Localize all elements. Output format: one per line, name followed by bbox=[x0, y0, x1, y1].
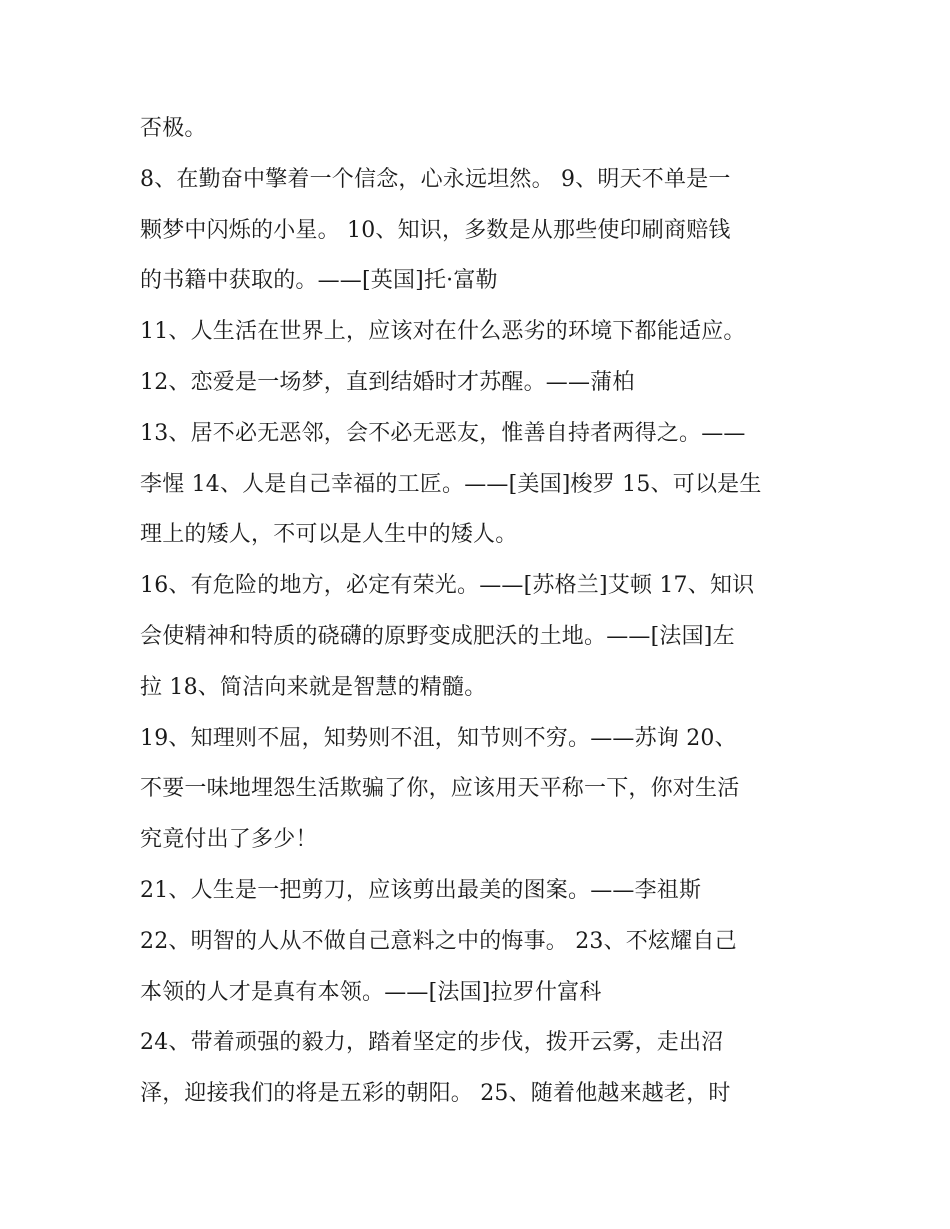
text-line: 8、在勤奋中擎着一个信念，心永远坦然。 9、明天不单是一 bbox=[140, 166, 731, 192]
text-line: 会使精神和特质的硗礴的原野变成肥沃的土地。——[法国]左 bbox=[140, 623, 735, 649]
text-line: 的书籍中获取的。——[英国]托·富勒 bbox=[140, 268, 498, 294]
text-line: 13、居不必无恶邻，会不必无恶友，惟善自持者两得之。—— bbox=[140, 420, 746, 446]
text-line: 11、人生活在世界上，应该对在什么恶劣的环境下都能适应。 bbox=[140, 319, 746, 345]
text-line: 24、带着顽强的毅力，踏着坚定的步伐，拨开云雾，走出沼 bbox=[140, 1030, 724, 1056]
text-line: 19、知理则不屈，知势则不沮，知节则不穷。——苏询 20、 bbox=[140, 725, 737, 751]
text-line: 16、有危险的地方，必定有荣光。——[苏格兰]艾顿 17、知识 bbox=[140, 573, 755, 599]
text-line: 泽，迎接我们的将是五彩的朝阳。 25、随着他越来越老，时 bbox=[140, 1081, 731, 1107]
text-line: 拉 18、简洁向来就是智慧的精髓。 bbox=[140, 674, 487, 700]
text-line: 否极。 bbox=[140, 116, 207, 141]
text-line: 12、恋爱是一场梦，直到结婚时才苏醒。——蒲柏 bbox=[140, 369, 635, 395]
text-line: 22、明智的人从不做自己意料之中的悔事。 23、不炫耀自己 bbox=[140, 928, 737, 954]
text-line: 本领的人才是真有本领。——[法国]拉罗什富科 bbox=[140, 979, 602, 1005]
text-line: 究竟付出了多少！ bbox=[140, 827, 318, 853]
text-line: 理上的矮人，不可以是人生中的矮人。 bbox=[140, 522, 518, 548]
text-line: 颗梦中闪烁的小星。 10、知识，多数是从那些使印刷商赔钱 bbox=[140, 217, 731, 243]
text-line: 21、人生是一把剪刀，应该剪出最美的图案。——李祖斯 bbox=[140, 877, 702, 903]
document-body bbox=[140, 104, 820, 1120]
text-line: 不要一味地埋怨生活欺骗了你，应该用天平称一下，你对生活 bbox=[140, 776, 740, 802]
text-line: 李惺 14、人是自己幸福的工匠。——[美国]梭罗 15、可以是生 bbox=[140, 471, 762, 497]
